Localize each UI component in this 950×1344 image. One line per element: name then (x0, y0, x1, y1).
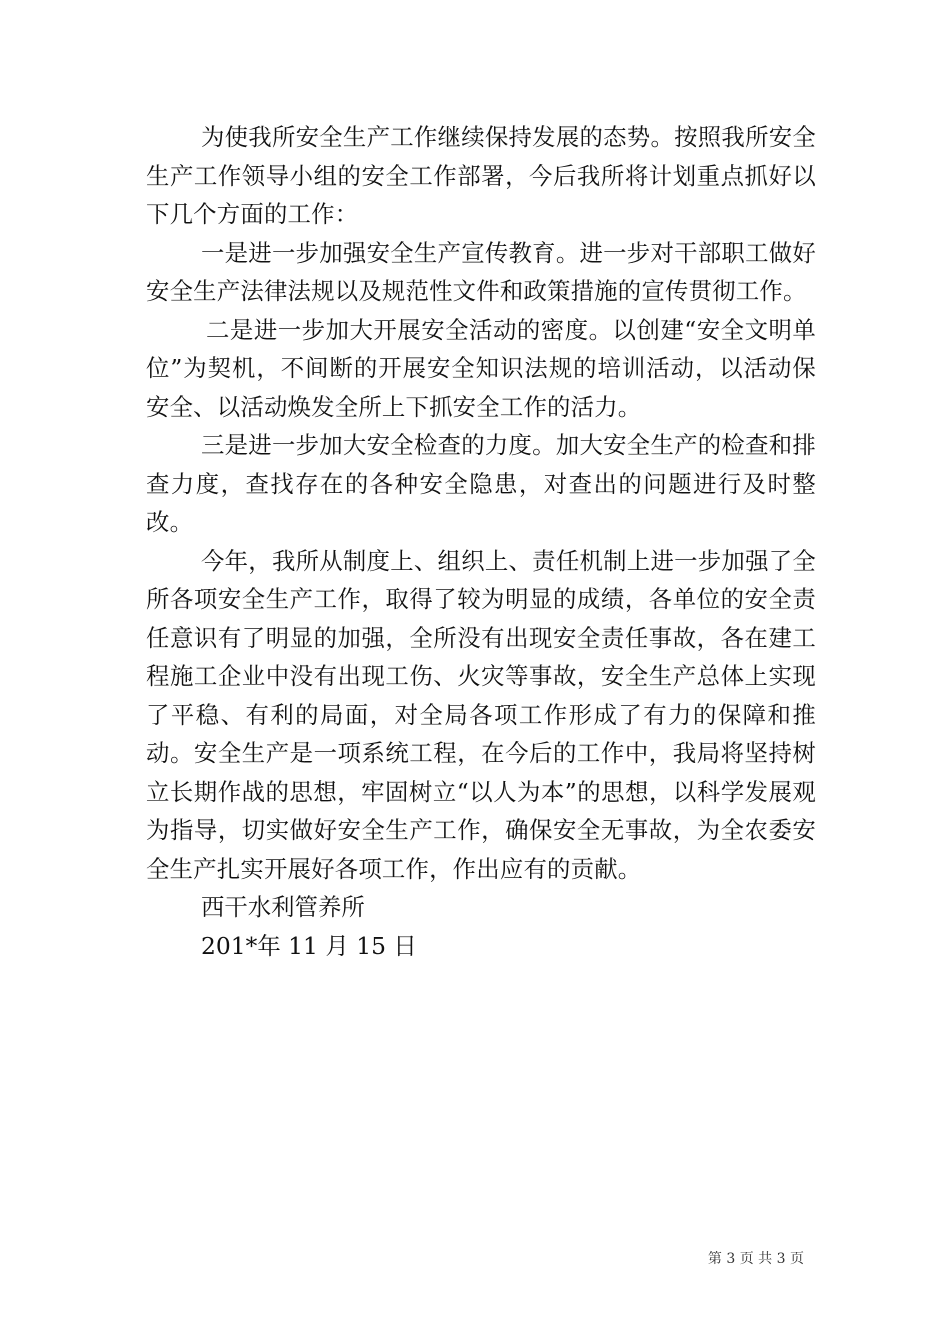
paragraph-point-one: 一是进一步加强安全生产宣传教育。进一步对干部职工做好安全生产法律法规以及规范性文件和政策措施的宣传贯彻工作。 (146, 238, 816, 305)
signature-organization: 西干水利管养所 (201, 893, 365, 921)
signature-date: 201*年 11 月 15 日 (201, 931, 417, 960)
paragraph-point-two: 二是进一步加大开展安全活动的密度。以创建“安全文明单位”为契机，不间断的开展安全知识法规的培训活动，以活动保安全、以活动焕发全所上下抓安全工作的活力。 (146, 315, 816, 421)
paragraph-summary: 今年，我所从制度上、组织上、责任机制上进一步加强了全所各项安全生产工作，取得了较为明显的成绩，各单位的安全责任意识有了明显的加强，全所没有出现安全责任事故，各在建工程施工企业中没有出现工伤、火灾等事故，安全生产总体上实现了平稳、有利的局面，对全局各项工作形成了有力的保障和推动。安全生产是一项系统工程，在今后的工作中，我局将坚持树立长期作战的思想，牢固树立“以人为本”的思想，以科学发展观为指导，切实做好安全生产工作，确保安全无事故，为全农委安全生产扎实开展好各项工作，作出应有的贡献。 (146, 546, 816, 883)
page-number-footer: 第 3 页 共 3 页 (707, 1251, 804, 1267)
paragraph-intro: 为使我所安全生产工作继续保持发展的态势。按照我所安全生产工作领导小组的安全工作部署，今后我所将计划重点抓好以下几个方面的工作： (146, 123, 816, 228)
paragraph-point-three: 三是进一步加大安全检查的力度。加大安全生产的检查和排查力度，查找存在的各种安全隐患，对查出的问题进行及时整改。 (146, 431, 816, 536)
document-body (146, 118, 816, 965)
